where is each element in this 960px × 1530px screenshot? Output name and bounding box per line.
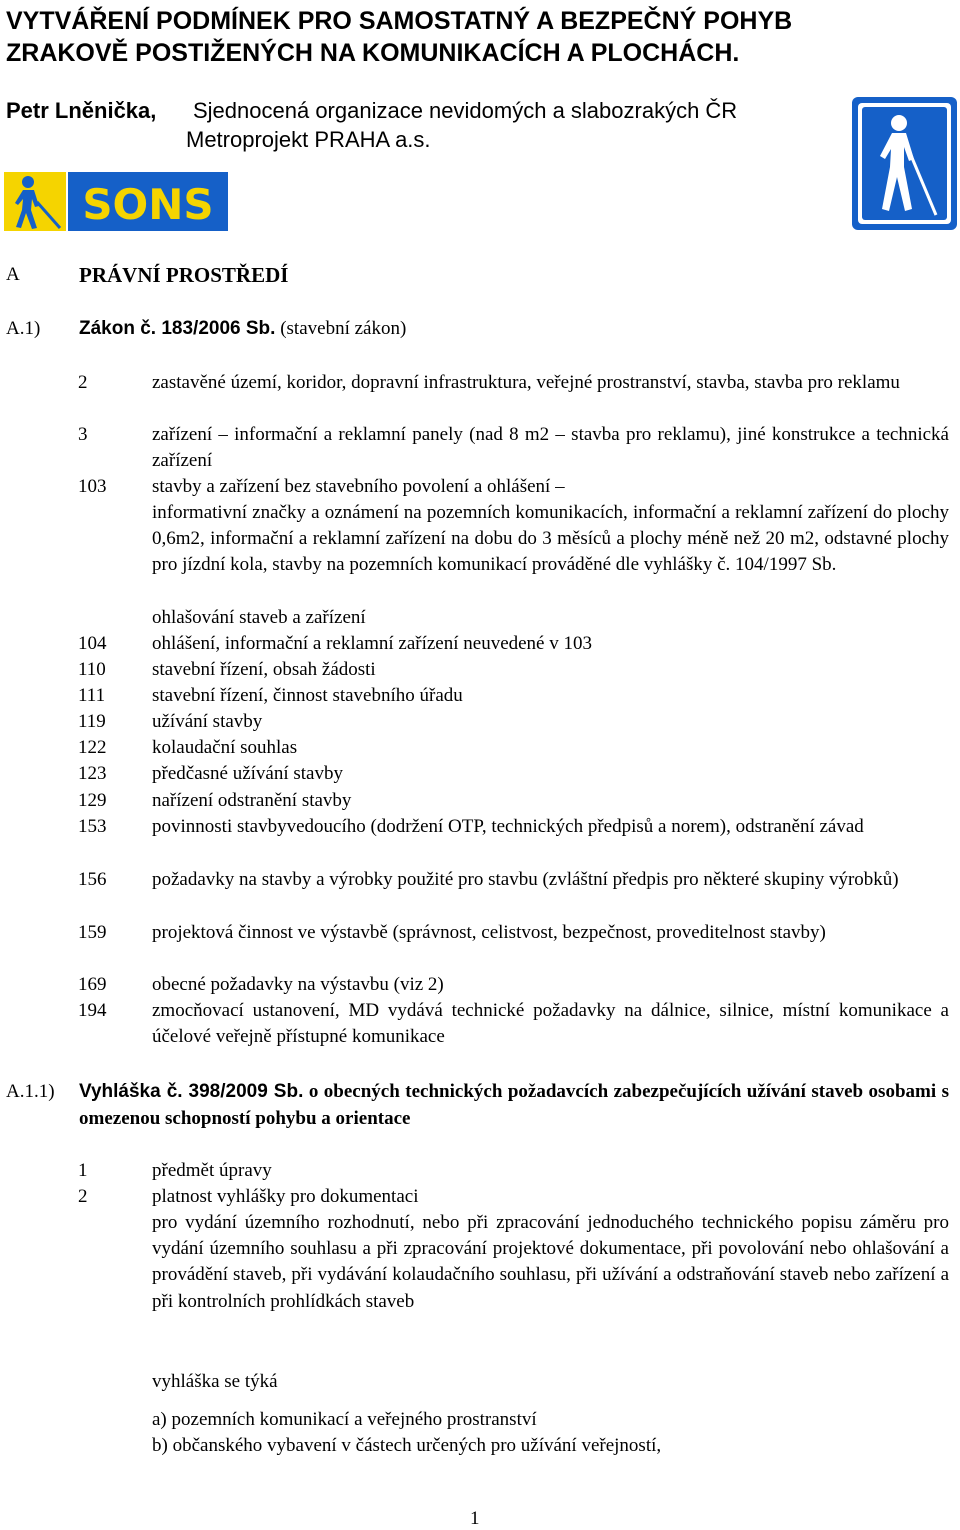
applies-item — [0, 1407, 960, 1433]
law-item — [0, 920, 960, 946]
paragraph-text: zastavěné území, koridor, dopravní infrastruktura, veřejné prostranství, stavba, stavba pro reklamu — [152, 372, 900, 393]
blind-person-sign — [852, 97, 957, 230]
document-title-line-2: ZRAKOVĚ POSTIŽENÝCH NA KOMUNIKACÍCH A PLOCHÁCH. — [6, 39, 740, 67]
paragraph-text: b) občanského vybavení v částech určených pro užívání veřejností, — [152, 1435, 662, 1456]
law-item — [0, 972, 960, 998]
sons-logo-text: SONS — [82, 180, 214, 229]
section-a11-heading — [79, 1079, 949, 1132]
decree-item — [0, 1184, 960, 1210]
paragraph-text: kolaudační souhlas — [152, 737, 298, 758]
paragraph-number: 103 — [78, 476, 107, 497]
paragraph-number: 169 — [78, 974, 107, 995]
paragraph-text: stavby a zařízení bez stavebního povolení a ohlášení – — [152, 476, 565, 497]
document-title-line-1: VYTVÁŘENÍ PODMÍNEK PRO SAMOSTATNÝ A BEZPEČNÝ POHYB — [6, 7, 793, 35]
paragraph-text: a) pozemních komunikací a veřejného prostranství — [152, 1409, 537, 1430]
paragraph-text: užívání stavby — [152, 711, 263, 732]
paragraph-number: 119 — [78, 711, 106, 732]
paragraph-text: nařízení odstranění stavby — [152, 790, 352, 811]
law-item — [0, 422, 960, 474]
decree-subtitle: o obecných technických požadavcích zabezpečujících užívání staveb osobami s omezenou schopností pohybu a orientace — [79, 1081, 949, 1129]
law-item — [0, 474, 960, 500]
law-item — [0, 657, 960, 683]
law-item — [0, 761, 960, 787]
law-item — [0, 631, 960, 657]
organization-sons: Sjednocená organizace nevidomých a slabozrakých ČR — [193, 98, 738, 123]
page-number: 1 — [470, 1508, 480, 1529]
paragraph-number: 123 — [78, 763, 107, 784]
paragraph-text: předčasné užívání stavby — [152, 763, 343, 784]
decree-item — [0, 1158, 960, 1184]
paragraph-number: 104 — [78, 633, 107, 654]
section-a11-number: A.1.1) — [6, 1081, 55, 1102]
paragraph-text: obecné požadavky na výstavbu (viz 2) — [152, 974, 444, 995]
sons-logo — [4, 172, 228, 231]
law-item — [0, 370, 960, 396]
author-name: Petr Lněnička, — [6, 98, 157, 123]
paragraph-text: pro vydání územního rozhodnutí, nebo při zpracování jednoduchého technického popisu záměru pro vydání územního souhlasu a při zpracování projektové dokumentace, při povolování nebo ohlašování a provádění staveb, při vydávání kolaudačního souhlasu, při užívání a odstraňování staveb nebo zařízení a při kontrolních prohlídkách staveb — [152, 1212, 949, 1312]
paragraph-text: platnost vyhlášky pro dokumentaci — [152, 1186, 419, 1207]
paragraph-text: stavební řízení, obsah žádosti — [152, 659, 376, 680]
paragraph-number: 2 — [78, 1186, 88, 1207]
paragraph-text: zmocňovací ustanovení, MD vydává technické požadavky na dálnice, silnice, místní komunikace a účelové veřejně přístupné komunikace — [152, 1000, 949, 1048]
organization-metroprojekt: Metroprojekt PRAHA a.s. — [186, 127, 431, 152]
paragraph-number: 159 — [78, 922, 107, 943]
decree-item — [0, 1210, 960, 1315]
section-a-title: PRÁVNÍ PROSTŘEDÍ — [79, 263, 289, 287]
paragraph-number: 153 — [78, 816, 107, 837]
paragraph-number: 3 — [78, 424, 88, 445]
law-item — [0, 683, 960, 709]
law-item — [0, 867, 960, 893]
paragraph-text: informativní značky a oznámení na pozemních komunikacích, informační a reklamní zařízení do plochy 0,6m2, informační a reklamní zařízení na dobu do 3 měsíců a plochy méně než 20 m2, odstavné plochy pro jízdní kola, stavby na pozemních komunikací prováděné dle vyhlášky č. 104/1997 Sb. — [152, 502, 949, 576]
section-a-number: A — [6, 264, 20, 285]
law-item — [0, 709, 960, 735]
section-a1-heading — [79, 316, 406, 342]
paragraph-number: 111 — [78, 685, 106, 706]
blind-person-logo-icon — [4, 172, 228, 231]
paragraph-text: požadavky na stavby a výrobky použité pro stavbu (zvláštní předpis pro některé skupiny výrobků) — [152, 869, 899, 890]
paragraph-text: ohlašování staveb a zařízení — [152, 607, 366, 628]
paragraph-text: předmět úpravy — [152, 1160, 272, 1181]
paragraph-number: 156 — [78, 869, 107, 890]
paragraph-number: 1 — [78, 1160, 88, 1181]
law-item — [0, 998, 960, 1050]
law-item — [0, 605, 960, 631]
paragraph-text: zařízení – informační a reklamní panely (nad 8 m2 – stavba pro reklamu), jiné konstrukce a technická zařízení — [152, 424, 949, 472]
paragraph-text: vyhláška se týká — [152, 1371, 278, 1392]
paragraph-text: ohlášení, informační a reklamní zařízení neuvedené v 103 — [152, 633, 592, 654]
law-item — [0, 500, 960, 579]
paragraph-text: povinnosti stavbyvedoucího (dodržení OTP, technických předpisů a norem), odstranění závad — [152, 816, 864, 837]
decree-title: Vyhláška č. 398/2009 Sb. — [79, 1081, 304, 1102]
applies-intro — [0, 1369, 960, 1395]
paragraph-number: 2 — [78, 372, 88, 393]
section-a1-number: A.1) — [6, 318, 41, 339]
applies-item — [0, 1433, 960, 1459]
paragraph-number: 129 — [78, 790, 107, 811]
law-item — [0, 735, 960, 761]
paragraph-number: 122 — [78, 737, 107, 758]
paragraph-text: stavební řízení, činnost stavebního úřadu — [152, 685, 463, 706]
law-subtitle: (stavební zákon) — [280, 318, 407, 339]
paragraph-text: projektová činnost ve výstavbě (správnost, celistvost, bezpečnost, proveditelnost stavby) — [152, 922, 826, 943]
paragraph-number: 110 — [78, 659, 106, 680]
paragraph-number: 194 — [78, 1000, 107, 1021]
blind-person-sign-icon — [852, 97, 957, 230]
law-item — [0, 788, 960, 814]
law-title: Zákon č. 183/2006 Sb. — [79, 318, 276, 339]
law-item — [0, 814, 960, 840]
